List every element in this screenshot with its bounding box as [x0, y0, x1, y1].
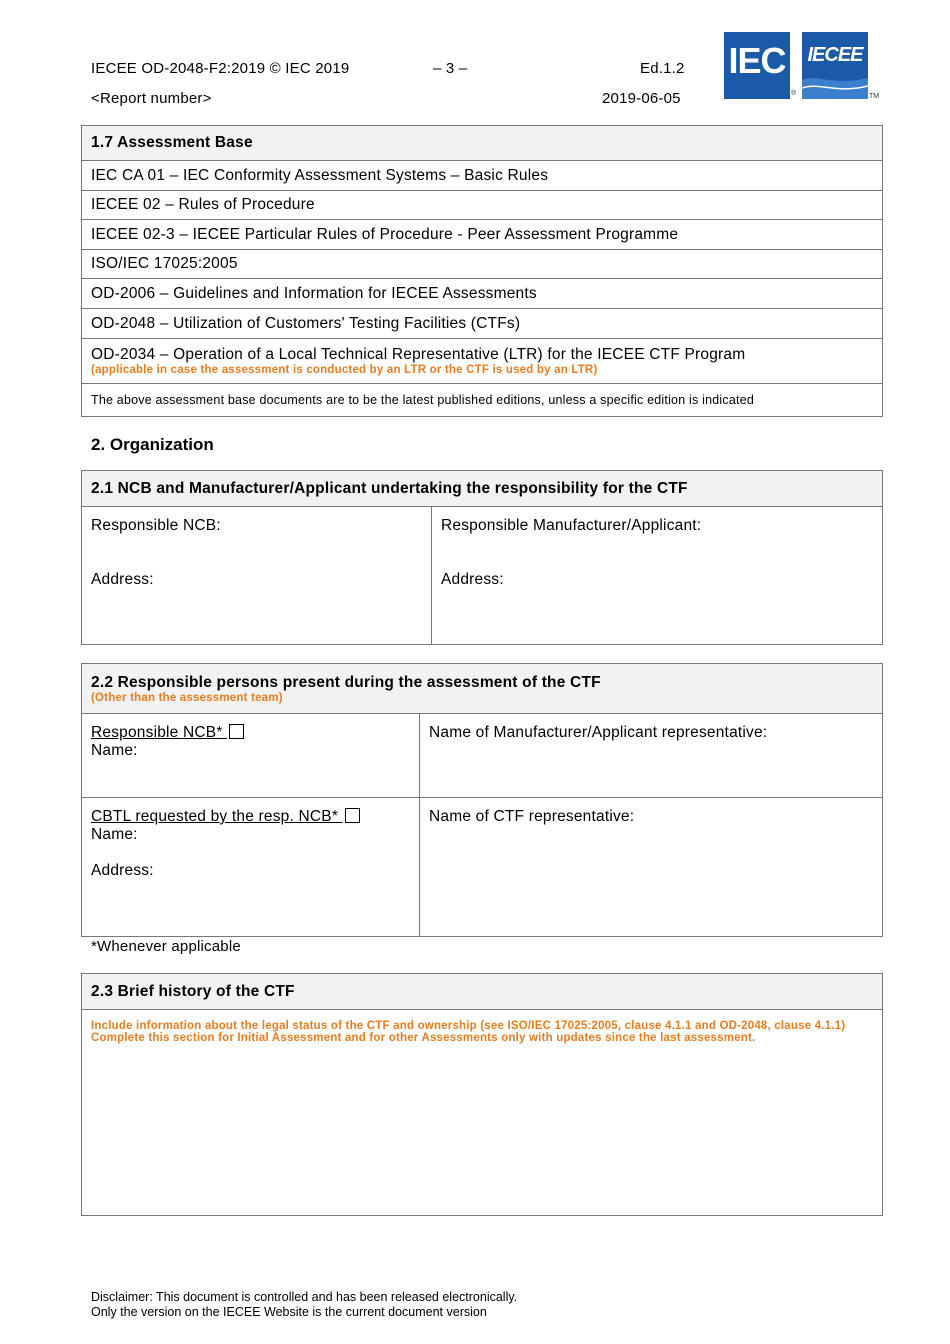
responsible-persons-table	[81, 663, 883, 937]
header-date: 2019-06-05	[602, 90, 681, 107]
iecee-logo-text: IECEE	[807, 44, 863, 66]
edition: Ed.1.2	[640, 60, 685, 77]
history-note-updates: Complete this section for Initial Assessment and for other Assessments only with updates since the last assessment.	[91, 1032, 756, 1044]
manufacturer-address-label: Address:	[441, 571, 504, 588]
cbtl-checkbox[interactable]	[345, 808, 360, 823]
cbtl-address-label: Address:	[91, 862, 154, 879]
iecee-logo	[802, 32, 868, 99]
page-number: – 3 –	[433, 60, 468, 77]
disclaimer-line-2: Only the version on the IECEE Website is the current document version	[91, 1305, 487, 1319]
doc-id: IECEE OD-2048-F2:2019 © IEC 2019	[91, 60, 350, 77]
responsible-manufacturer-cell[interactable]	[432, 507, 883, 645]
manufacturer-rep-label: Name of Manufacturer/Applicant representative:	[429, 724, 768, 741]
manufacturer-rep-cell[interactable]	[420, 714, 883, 798]
section-22-subtitle: (Other than the assessment team)	[91, 691, 283, 704]
iec-logo	[724, 32, 790, 99]
ltr-doc-label: OD-2034 – Operation of a Local Technical Representative (LTR) for the IECEE CTF Program	[91, 346, 746, 363]
trademark-mark: TM	[869, 93, 880, 100]
assessment-base-row: OD-2048 – Utilization of Customers' Testing Facilities (CTFs)	[82, 309, 883, 339]
responsible-ncb-checkbox[interactable]	[229, 724, 244, 739]
responsible-ncb-person-cell[interactable]	[82, 714, 420, 798]
iecee-wave-icon	[802, 72, 868, 99]
ncb-address-label: Address:	[91, 571, 154, 588]
cbtl-name-label: Name:	[91, 826, 138, 843]
section-23-title: 2.3 Brief history of the CTF	[82, 974, 883, 1010]
responsible-ncb-cell[interactable]	[82, 507, 432, 645]
cbtl-cell[interactable]	[82, 798, 420, 937]
iec-logo-text: IEC	[728, 40, 786, 81]
report-number: <Report number>	[91, 90, 212, 107]
assessment-base-row: IECEE 02 – Rules of Procedure	[82, 191, 883, 220]
assessment-base-row: IEC CA 01 – IEC Conformity Assessment Systems – Basic Rules	[82, 161, 883, 191]
assessment-base-title: 1.7 Assessment Base	[82, 126, 883, 161]
ncb-manufacturer-table	[81, 470, 883, 645]
responsible-ncb-person-label: Responsible NCB*	[91, 724, 228, 741]
whenever-applicable-footnote: *Whenever applicable	[91, 938, 241, 955]
section-22-title: 2.2 Responsible persons present during the assessment of the CTF	[91, 673, 601, 691]
ncb-person-name-label: Name:	[91, 742, 138, 759]
assessment-base-row: ISO/IEC 17025:2005	[82, 250, 883, 279]
assessment-base-row: IECEE 02-3 – IECEE Particular Rules of Procedure - Peer Assessment Programme	[82, 220, 883, 250]
assessment-base-footnote: The above assessment base documents are to be the latest published editions, unless a specific edition is indicated	[82, 384, 883, 417]
ltr-note: (applicable in case the assessment is conducted by an LTR or the CTF is used by an LTR)	[91, 364, 598, 376]
cbtl-label: CBTL requested by the resp. NCB*	[91, 808, 343, 825]
history-note-legal-status: Include information about the legal status of the CTF and ownership (see ISO/IEC 17025:2005, clause 4.1.1 and OD-2048, clause 4.1.1)	[91, 1020, 846, 1032]
section-organization-title: 2. Organization	[91, 435, 214, 454]
ctf-history-content[interactable]	[82, 1010, 883, 1216]
responsible-manufacturer-label: Responsible Manufacturer/Applicant:	[441, 517, 702, 534]
section-21-title: 2.1 NCB and Manufacturer/Applicant undertaking the responsibility for the CTF	[82, 471, 883, 507]
section-22-header	[82, 664, 883, 714]
assessment-base-row-ltr	[82, 339, 883, 384]
ctf-rep-label: Name of CTF representative:	[429, 808, 635, 825]
ctf-rep-cell[interactable]	[420, 798, 883, 937]
ctf-history-table	[81, 973, 883, 1216]
disclaimer	[91, 1290, 517, 1320]
registered-mark: ®	[791, 90, 797, 97]
assessment-base-row: OD-2006 – Guidelines and Information for IECEE Assessments	[82, 279, 883, 309]
disclaimer-line-1: Disclaimer: This document is controlled and has been released electronically.	[91, 1290, 518, 1304]
responsible-ncb-label: Responsible NCB:	[91, 517, 221, 534]
assessment-base-table	[81, 125, 883, 417]
